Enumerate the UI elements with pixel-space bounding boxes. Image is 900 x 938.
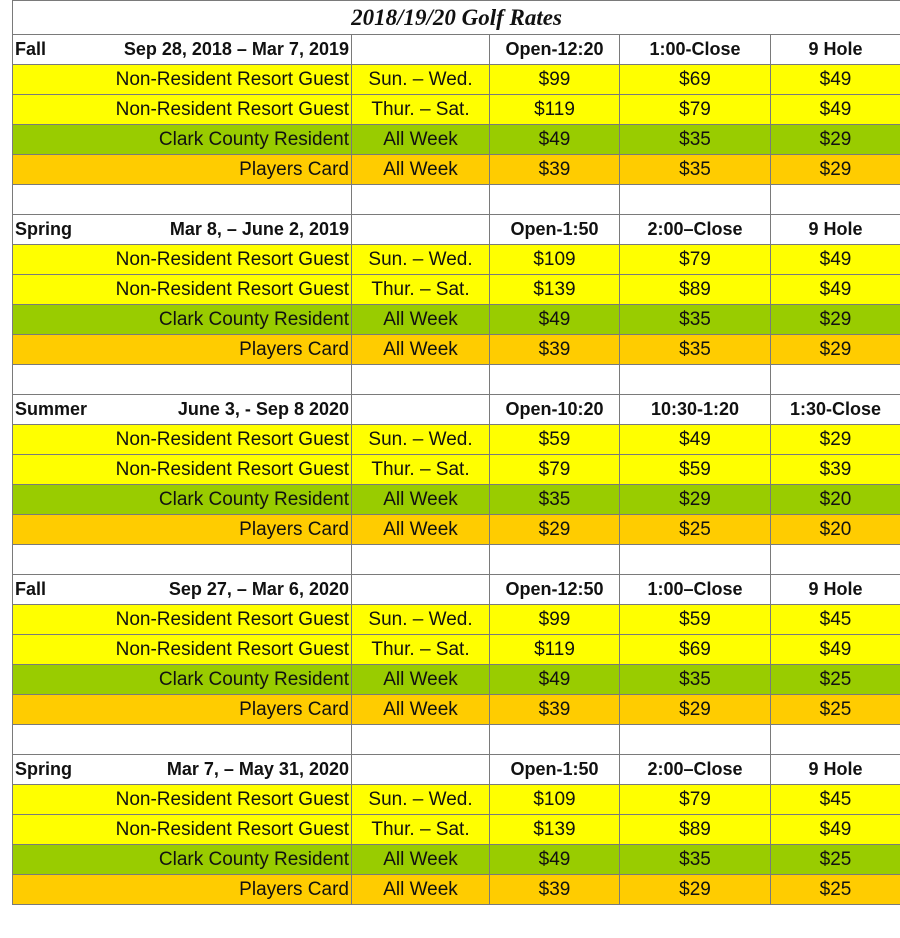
rate-price: $35	[490, 485, 620, 515]
rate-row	[13, 125, 900, 155]
rate-days: Thur. – Sat.	[352, 95, 490, 125]
rate-category: Non-Resident Resort Guest	[13, 785, 352, 815]
season-label: Spring	[15, 219, 72, 239]
column-header: Open-10:20	[490, 395, 620, 425]
rate-price: $25	[620, 515, 771, 545]
rate-price: $49	[771, 275, 900, 305]
rate-price: $25	[771, 875, 900, 905]
column-header: 9 Hole	[771, 755, 900, 785]
rate-price: $69	[620, 635, 771, 665]
date-range: Mar 7, – May 31, 2020	[166, 759, 349, 779]
rate-category: Non-Resident Resort Guest	[13, 635, 352, 665]
column-header: 10:30-1:20	[620, 395, 771, 425]
rate-days: All Week	[352, 695, 490, 725]
rate-days: All Week	[352, 665, 490, 695]
rate-price: $49	[490, 665, 620, 695]
rate-row	[13, 245, 900, 275]
column-header: 9 Hole	[771, 575, 900, 605]
rate-price: $35	[620, 665, 771, 695]
spacer-row	[13, 545, 900, 575]
column-header: Open-12:20	[490, 35, 620, 65]
rate-price: $79	[620, 95, 771, 125]
date-range: Sep 28, 2018 – Mar 7, 2019	[123, 39, 349, 59]
rate-days: Sun. – Wed.	[352, 425, 490, 455]
column-header: 9 Hole	[771, 35, 900, 65]
rate-price: $49	[620, 425, 771, 455]
column-header: 1:00-Close	[620, 35, 771, 65]
rate-days: Thur. – Sat.	[352, 635, 490, 665]
rate-price: $20	[771, 485, 900, 515]
rate-category: Clark County Resident	[13, 845, 352, 875]
rate-price: $29	[771, 125, 900, 155]
rate-category: Players Card	[13, 695, 352, 725]
rate-row	[13, 845, 900, 875]
season-label: Fall	[15, 579, 47, 599]
rate-price: $89	[620, 815, 771, 845]
rate-row	[13, 485, 900, 515]
rate-category: Clark County Resident	[13, 665, 352, 695]
rate-days: All Week	[352, 125, 490, 155]
rate-price: $29	[490, 515, 620, 545]
rate-price: $49	[771, 95, 900, 125]
rate-price: $29	[771, 155, 900, 185]
rate-price: $59	[490, 425, 620, 455]
rate-price: $139	[490, 275, 620, 305]
section-header	[13, 395, 900, 425]
season-label: Summer	[15, 399, 88, 419]
rate-price: $79	[620, 785, 771, 815]
rate-price: $49	[771, 815, 900, 845]
empty-cell	[352, 35, 490, 65]
rate-row	[13, 275, 900, 305]
rate-price: $25	[771, 695, 900, 725]
empty-cell	[352, 395, 490, 425]
rate-row	[13, 95, 900, 125]
rate-price: $39	[490, 335, 620, 365]
section-header	[13, 215, 900, 245]
rate-days: All Week	[352, 875, 490, 905]
rate-category: Non-Resident Resort Guest	[13, 815, 352, 845]
column-header: 2:00–Close	[620, 215, 771, 245]
rate-price: $29	[620, 485, 771, 515]
rate-row	[13, 635, 900, 665]
rate-price: $25	[771, 665, 900, 695]
rate-days: All Week	[352, 845, 490, 875]
rate-category: Clark County Resident	[13, 305, 352, 335]
rate-price: $35	[620, 305, 771, 335]
rate-price: $79	[490, 455, 620, 485]
rate-days: All Week	[352, 335, 490, 365]
golf-rates-body	[13, 1, 900, 905]
section-header	[13, 755, 900, 785]
rate-price: $89	[620, 275, 771, 305]
column-header: Open-1:50	[490, 215, 620, 245]
rate-row	[13, 335, 900, 365]
title-row	[13, 1, 900, 35]
column-header: 9 Hole	[771, 215, 900, 245]
column-header: 1:30-Close	[771, 395, 900, 425]
rate-days: All Week	[352, 515, 490, 545]
rate-price: $49	[771, 65, 900, 95]
rate-row	[13, 65, 900, 95]
date-range: June 3, - Sep 8 2020	[177, 399, 349, 419]
column-header: Open-12:50	[490, 575, 620, 605]
rate-price: $79	[620, 245, 771, 275]
spacer-row	[13, 725, 900, 755]
section-header	[13, 35, 900, 65]
rate-price: $35	[620, 335, 771, 365]
rate-days: Thur. – Sat.	[352, 815, 490, 845]
rate-row	[13, 155, 900, 185]
rate-price: $49	[490, 125, 620, 155]
rate-days: Sun. – Wed.	[352, 785, 490, 815]
rate-row	[13, 425, 900, 455]
rate-price: $29	[620, 875, 771, 905]
rate-row	[13, 605, 900, 635]
spacer-row	[13, 185, 900, 215]
rate-price: $139	[490, 815, 620, 845]
rate-price: $59	[620, 605, 771, 635]
rate-price: $35	[620, 125, 771, 155]
rate-price: $109	[490, 245, 620, 275]
rate-price: $39	[490, 695, 620, 725]
rate-category: Clark County Resident	[13, 485, 352, 515]
rate-category: Players Card	[13, 515, 352, 545]
rate-row	[13, 815, 900, 845]
rate-category: Players Card	[13, 155, 352, 185]
rate-price: $69	[620, 65, 771, 95]
rate-days: Sun. – Wed.	[352, 65, 490, 95]
empty-cell	[352, 755, 490, 785]
rate-row	[13, 875, 900, 905]
date-range: Mar 8, – June 2, 2019	[169, 219, 349, 239]
season-label: Spring	[15, 759, 72, 779]
rate-price: $39	[490, 875, 620, 905]
column-header: Open-1:50	[490, 755, 620, 785]
rate-price: $99	[490, 605, 620, 635]
date-range: Sep 27, – Mar 6, 2020	[168, 579, 349, 599]
rate-price: $25	[771, 845, 900, 875]
rate-category: Non-Resident Resort Guest	[13, 95, 352, 125]
rate-row	[13, 515, 900, 545]
golf-rates-table	[12, 0, 900, 905]
spacer-row	[13, 365, 900, 395]
rate-category: Non-Resident Resort Guest	[13, 275, 352, 305]
rate-price: $49	[771, 635, 900, 665]
rate-days: All Week	[352, 305, 490, 335]
rate-category: Players Card	[13, 335, 352, 365]
page-title: 2018/19/20 Golf Rates	[13, 1, 900, 35]
rate-price: $35	[620, 155, 771, 185]
rate-row	[13, 455, 900, 485]
rate-price: $109	[490, 785, 620, 815]
empty-cell	[352, 575, 490, 605]
rate-price: $29	[771, 335, 900, 365]
rate-price: $29	[771, 425, 900, 455]
rate-days: All Week	[352, 485, 490, 515]
rate-price: $49	[490, 845, 620, 875]
rate-price: $119	[490, 635, 620, 665]
rate-price: $29	[771, 305, 900, 335]
section-header	[13, 575, 900, 605]
rate-price: $45	[771, 605, 900, 635]
rate-category: Clark County Resident	[13, 125, 352, 155]
rate-row	[13, 305, 900, 335]
rate-days: Thur. – Sat.	[352, 275, 490, 305]
column-header: 2:00–Close	[620, 755, 771, 785]
rate-days: All Week	[352, 155, 490, 185]
rate-price: $39	[771, 455, 900, 485]
rate-price: $59	[620, 455, 771, 485]
rate-category: Non-Resident Resort Guest	[13, 455, 352, 485]
rate-price: $20	[771, 515, 900, 545]
rate-price: $119	[490, 95, 620, 125]
rate-price: $49	[771, 245, 900, 275]
rate-category: Non-Resident Resort Guest	[13, 245, 352, 275]
rate-category: Non-Resident Resort Guest	[13, 605, 352, 635]
rate-days: Sun. – Wed.	[352, 605, 490, 635]
rate-category: Non-Resident Resort Guest	[13, 425, 352, 455]
rate-category: Players Card	[13, 875, 352, 905]
rate-price: $29	[620, 695, 771, 725]
rate-price: $39	[490, 155, 620, 185]
season-label: Fall	[15, 39, 47, 59]
rate-days: Sun. – Wed.	[352, 245, 490, 275]
rate-price: $99	[490, 65, 620, 95]
rate-price: $49	[490, 305, 620, 335]
rate-row	[13, 665, 900, 695]
rate-row	[13, 695, 900, 725]
column-header: 1:00–Close	[620, 575, 771, 605]
rate-category: Non-Resident Resort Guest	[13, 65, 352, 95]
rate-price: $45	[771, 785, 900, 815]
rate-days: Thur. – Sat.	[352, 455, 490, 485]
rate-row	[13, 785, 900, 815]
empty-cell	[352, 215, 490, 245]
rate-price: $35	[620, 845, 771, 875]
